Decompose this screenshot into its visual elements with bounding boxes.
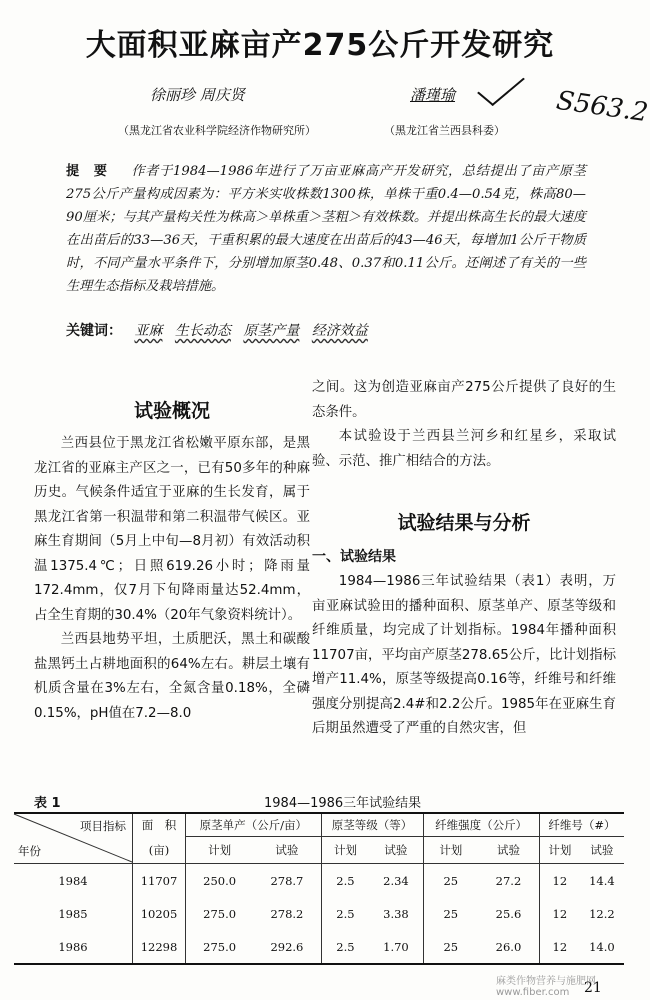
group-header-yield: 原茎单产（公斤/亩）: [186, 813, 322, 837]
keyword-4: 经济效益: [311, 323, 368, 339]
subheader-plan: 计划: [539, 837, 579, 864]
subheader-plan: 计划: [423, 837, 478, 864]
area-cell: 11707: [133, 864, 186, 898]
subheader-trial: 试验: [253, 837, 321, 864]
subheader-plan: 计划: [321, 837, 369, 864]
keywords-head: 关键词：: [66, 323, 122, 339]
area-cell: 10205: [133, 897, 186, 930]
value-cell: 1.70: [383, 939, 409, 954]
subheader-trial: 试验: [369, 837, 423, 864]
keywords: [66, 320, 368, 340]
results-table: [14, 812, 624, 965]
handwritten-call-number: S563.2: [554, 85, 650, 129]
value-cell: 27.2: [495, 873, 522, 888]
value-cell: 275.0: [186, 897, 254, 930]
affiliation-left: （黑龙江省农业科学院经济作物研究所）: [118, 124, 316, 137]
subheader-trial: 试验: [580, 837, 624, 864]
group-header-fiber-number: 纤维号（#）: [539, 813, 624, 837]
area-unit: (亩): [133, 837, 186, 864]
value-cell: 26.0: [495, 939, 522, 954]
table-title: 1984—1986三年试验结果: [264, 796, 422, 811]
left-column-text: [34, 432, 310, 726]
author-right: 潘瑾瑜: [410, 86, 456, 104]
value-cell: 278.2: [270, 906, 304, 921]
value-cell: 25: [423, 897, 478, 930]
value-cell: 250.0: [186, 864, 254, 898]
area-header: 面 积: [133, 813, 186, 837]
group-header-grade: 原茎等级（等）: [321, 813, 423, 837]
value-cell: 3.38: [383, 906, 409, 921]
area-cell: 12298: [133, 930, 186, 964]
value-cell: 12: [539, 864, 579, 898]
table-header-row: [14, 813, 624, 837]
corner-top-label: 项目指标: [80, 819, 126, 833]
subheader-trial: 试验: [478, 837, 539, 864]
value-cell: 14.4: [589, 873, 615, 888]
table-row: [14, 897, 624, 930]
overview-paragraph-1: 兰西县位于黑龙江省松嫩平原东部，是黑龙江省的亚麻主产区之一，已有50多年的种麻历史。气候条件适宜于亚麻的生长发育，属于黑龙江省第一积温带和第二积温带气候区。亚麻生育期间（5月上中旬—8月初）有效活动积温1375.4℃；日照619.26小时；降雨量172.4mm，仅7月下旬降雨量达52.4mm，占全生育期的30.4%（20年气象资料统计）。: [34, 436, 310, 623]
value-cell: 25.6: [495, 906, 522, 921]
section-title-results: 试验结果与分析: [397, 512, 531, 534]
watermark-footer: 麻类作物营养与施肥网 www.fiber.com: [496, 976, 596, 998]
value-cell: 14.0: [589, 939, 615, 954]
corner-bottom-label: 年份: [18, 844, 41, 858]
abstract-head: 提 要: [66, 164, 108, 179]
value-cell: 12: [539, 897, 579, 930]
authors-left: 徐丽珍 周庆贤: [150, 86, 245, 104]
paper-title: 大面积亚麻亩产275公斤开发研究: [85, 28, 555, 63]
page-number: 21: [584, 980, 602, 996]
year-cell: 1986: [58, 939, 88, 954]
handwritten-check-mark: [477, 66, 525, 106]
value-cell: 275.0: [186, 930, 254, 964]
right-paragraph-continued: 之间。这为创造亚麻亩产275公斤提供了良好的生态条件。: [312, 380, 616, 420]
value-cell: 2.5: [321, 897, 369, 930]
abstract: [66, 160, 586, 298]
value-cell: 25: [423, 864, 478, 898]
table-corner-cell: [14, 813, 133, 864]
year-cell: 1985: [58, 906, 88, 921]
group-header-strength: 纤维强度（公斤）: [423, 813, 539, 837]
value-cell: 25: [423, 930, 478, 964]
table-row: [14, 864, 624, 898]
value-cell: 2.5: [321, 864, 369, 898]
right-column-top: [312, 376, 616, 474]
value-cell: 2.34: [383, 873, 409, 888]
keyword-3: 原茎产量: [243, 323, 300, 339]
overview-paragraph-2: 兰西县地势平坦，土质肥沃，黑土和碳酸盐黑钙土占耕地面积的64%左右。耕层土壤有机质含量在3%左右，全氮含量0.18%，全磷0.15%，pH值在7.2—8.0: [34, 632, 310, 721]
section-title-overview: 试验概况: [133, 400, 210, 422]
right-paragraph-1: 本试验设于兰西县兰河乡和红星乡，采取试验、示范、推广相结合的方法。: [312, 429, 616, 469]
table-label: 表 1: [34, 796, 61, 811]
year-cell: 1984: [58, 873, 88, 888]
table-caption: [34, 792, 616, 811]
value-cell: 12: [539, 930, 579, 964]
affiliation-right: （黑龙江省兰西县科委）: [384, 124, 505, 137]
abstract-text: 作者于1984—1986年进行了万亩亚麻高产开发研究，总结提出了亩产原茎275公斤产量构成因素为：平方米实收株数1300株，单株干重0.4—0.54克，株高80—90厘米；与其产量构关性为株高＞单株重＞茎粗＞有效株数。并提出株高生长的最大速度在出苗后的33—36天，干重积累的最大速度在出苗后的43—46天，每增加1公斤干物质时，不同产量水平条件下，分别增加原茎0.48、0.37和0.11公斤。还阐述了有关的一些生理生态指标及栽培措施。: [66, 164, 586, 294]
results-paragraph: 1984—1986三年试验结果（表1）表明，万亩亚麻试验田的播种面积、原茎单产、原茎等级和纤维质量，均完成了计划指标。1984年播种面积11707亩，平均亩产原茎278.65公斤，比计划指标增产11.4%，原茎等级提高0.16等，纤维号和纤维强度分别提高2.4#和2.2公斤。1985年在亚麻生育后期虽然遭受了严重的自然灾害，但: [312, 574, 616, 736]
value-cell: 2.5: [321, 930, 369, 964]
results-text: [312, 570, 616, 742]
value-cell: 12.2: [589, 906, 615, 921]
subheader-plan: 计划: [186, 837, 254, 864]
table-row: [14, 930, 624, 964]
value-cell: 292.6: [270, 939, 304, 954]
keyword-2: 生长动态: [174, 323, 231, 339]
value-cell: 278.7: [270, 873, 304, 888]
keyword-1: 亚麻: [134, 323, 163, 339]
subhead-results: 一、试验结果: [312, 549, 396, 565]
